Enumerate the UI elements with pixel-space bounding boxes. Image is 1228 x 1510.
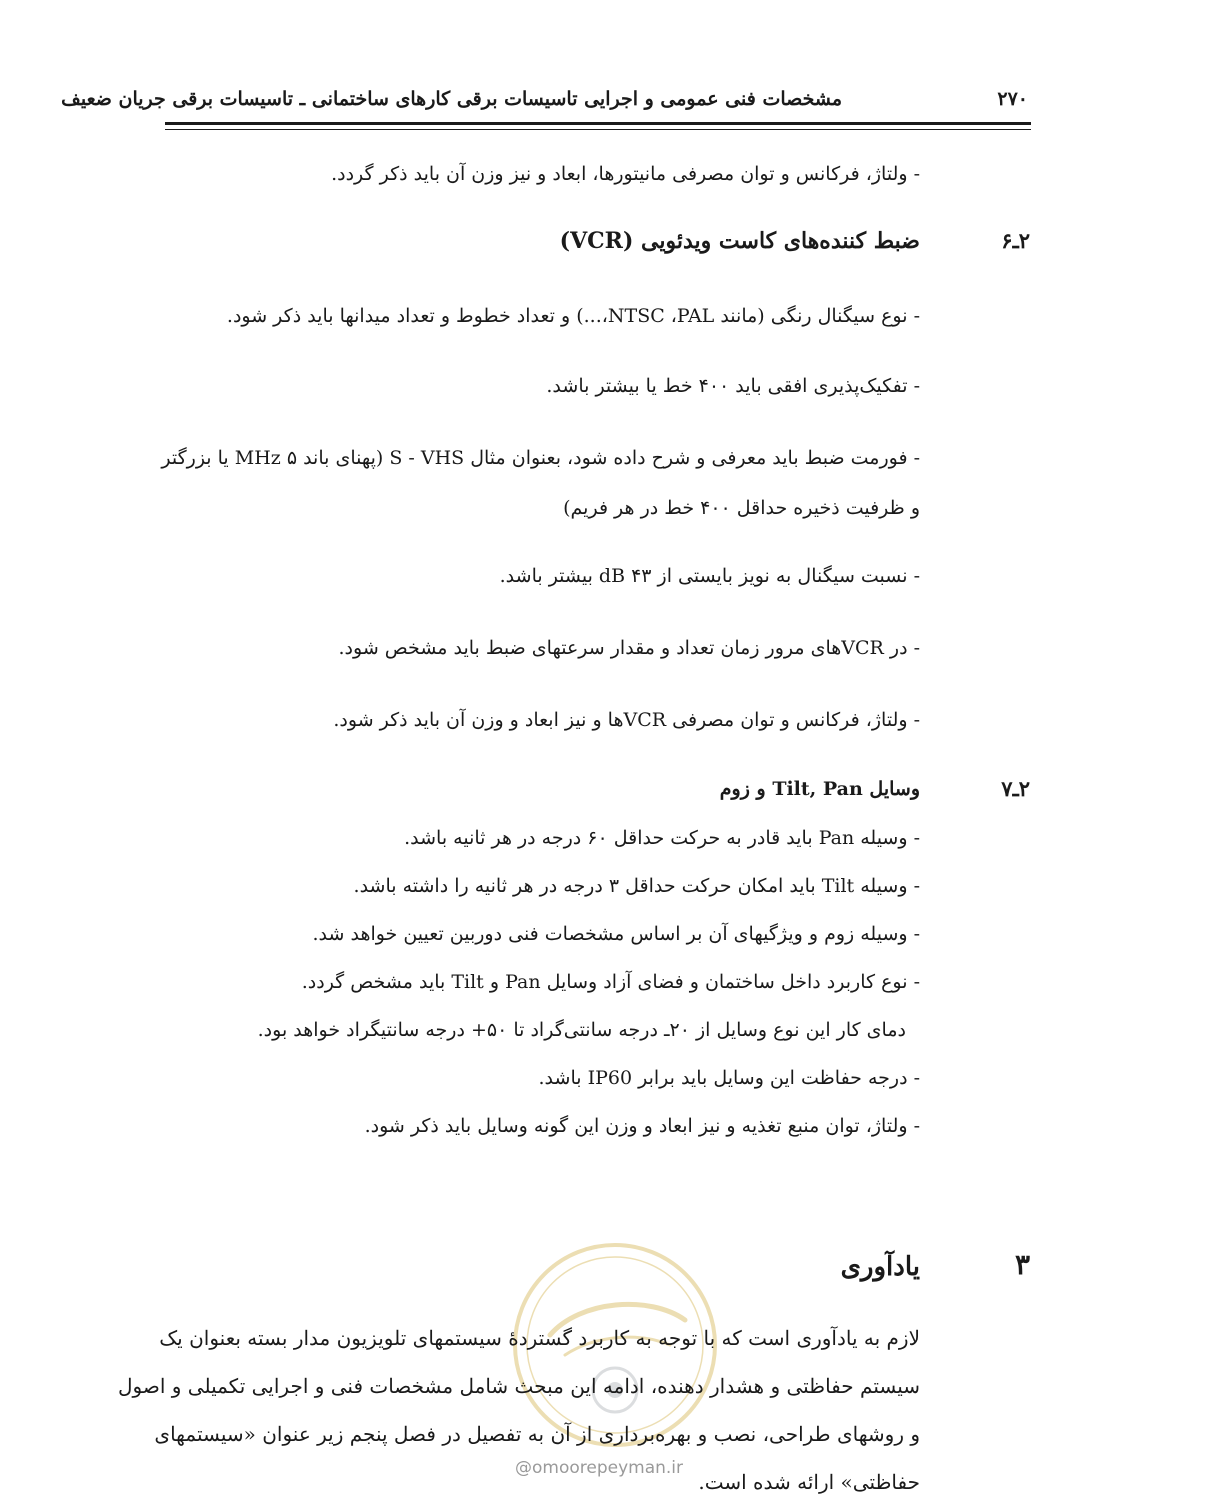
list-item: - نسبت سیگنال به نویز بایستی از dB ۴۳ بیشتر باشد. [499, 565, 920, 587]
page-number: ۲۷۰ [997, 88, 1028, 110]
running-header [61, 88, 1028, 118]
section-6-2-title: ضبط کننده‌های کاست ویدئویی (VCR) [559, 228, 920, 254]
list-item: - ولتاژ، فرکانس و توان مصرفی VCRها و نیز ابعاد و وزن آن باید ذکر شود. [333, 709, 920, 731]
paragraph-line: حفاظتی» ارائه شده است. [698, 1470, 920, 1494]
list-item-continuation: و ظرفیت ذخیره حداقل ۴۰۰ خط در هر فریم) [563, 497, 920, 519]
list-item: - وسیله Tilt باید امکان حرکت حداقل ۳ درجه در هر ثانیه را داشته باشد. [353, 875, 920, 897]
list-item: - تفکیک‌پذیری افقی باید ۴۰۰ خط یا بیشتر باشد. [546, 375, 920, 397]
list-item: - وسیله Pan باید قادر به حرکت حداقل ۶۰ درجه در هر ثانیه باشد. [404, 827, 920, 849]
paragraph-line: سیستم حفاظتی و هشدار دهنده، ادامه این مبحث شامل مشخصات فنی و اجرایی تکمیلی و اصول [118, 1374, 920, 1398]
section-7-2-title: وسایل Tilt, Pan و زوم [719, 778, 920, 800]
list-item: - فورمت ضبط باید معرفی و شرح داده شود، بعنوان مثال S - VHS (پهنای باند MHz ۵ یا بزرگتر [161, 447, 920, 469]
header-rule-thin [165, 129, 1031, 130]
list-item: - وسیله زوم و ویژگیهای آن بر اساس مشخصات فنی دوربین تعیین خواهد شد. [312, 923, 920, 945]
list-item: - ولتاژ، توان منبع تغذیه و نیز ابعاد و وزن این گونه وسایل باید ذکر شود. [364, 1115, 920, 1137]
list-item-continuation: دمای کار این نوع وسایل از ۲۰ـ درجه سانتی‌گراد تا ۵۰+ درجه سانتیگراد خواهد بود. [257, 1019, 906, 1041]
section-3-number: ۳ [1014, 1248, 1030, 1281]
section-7-2-number: ۲ـ۷ [1001, 776, 1030, 801]
paragraph-line: و روشهای طراحی، نصب و بهره‌برداری از آن به تفصیل در فصل پنجم زیر عنوان «سیستمهای [154, 1422, 920, 1446]
running-title: مشخصات فنی عمومی و اجرایی تاسیسات برقی کارهای ساختمانی ـ تاسیسات برقی جریان ضعیف [61, 88, 842, 110]
watermark-url [515, 1458, 683, 1478]
watermark-url-text: omoorepeyman.ir [532, 1458, 684, 1478]
list-item: - درجه حفاظت این وسایل باید برابر IP60 باشد. [538, 1067, 920, 1089]
list-item: - در VCRهای مرور زمان تعداد و مقدار سرعتهای ضبط باید مشخص شود. [338, 637, 920, 659]
section-6-2-number: ۲ـ۶ [1001, 228, 1030, 253]
watermark-at-icon: @ [515, 1458, 532, 1478]
intro-line: - ولتاژ، فرکانس و توان مصرفی مانیتورها، ابعاد و نیز وزن آن باید ذکر گردد. [331, 163, 920, 185]
paragraph-line: لازم به یادآوری است که با توجه به کاربرد گستردهٔ سیستمهای تلویزیون مدار بسته بعنوان یک [159, 1326, 920, 1350]
list-item: - نوع کاربرد داخل ساختمان و فضای آزاد وسایل Pan و Tilt باید مشخص گردد. [301, 971, 920, 993]
section-3-title: یادآوری [840, 1252, 920, 1282]
header-rule-thick [165, 122, 1031, 125]
list-item: - نوع سیگنال رنگی (مانند NTSC ،PAL،...) و تعداد خطوط و تعداد میدانها باید ذکر شود. [226, 305, 920, 327]
